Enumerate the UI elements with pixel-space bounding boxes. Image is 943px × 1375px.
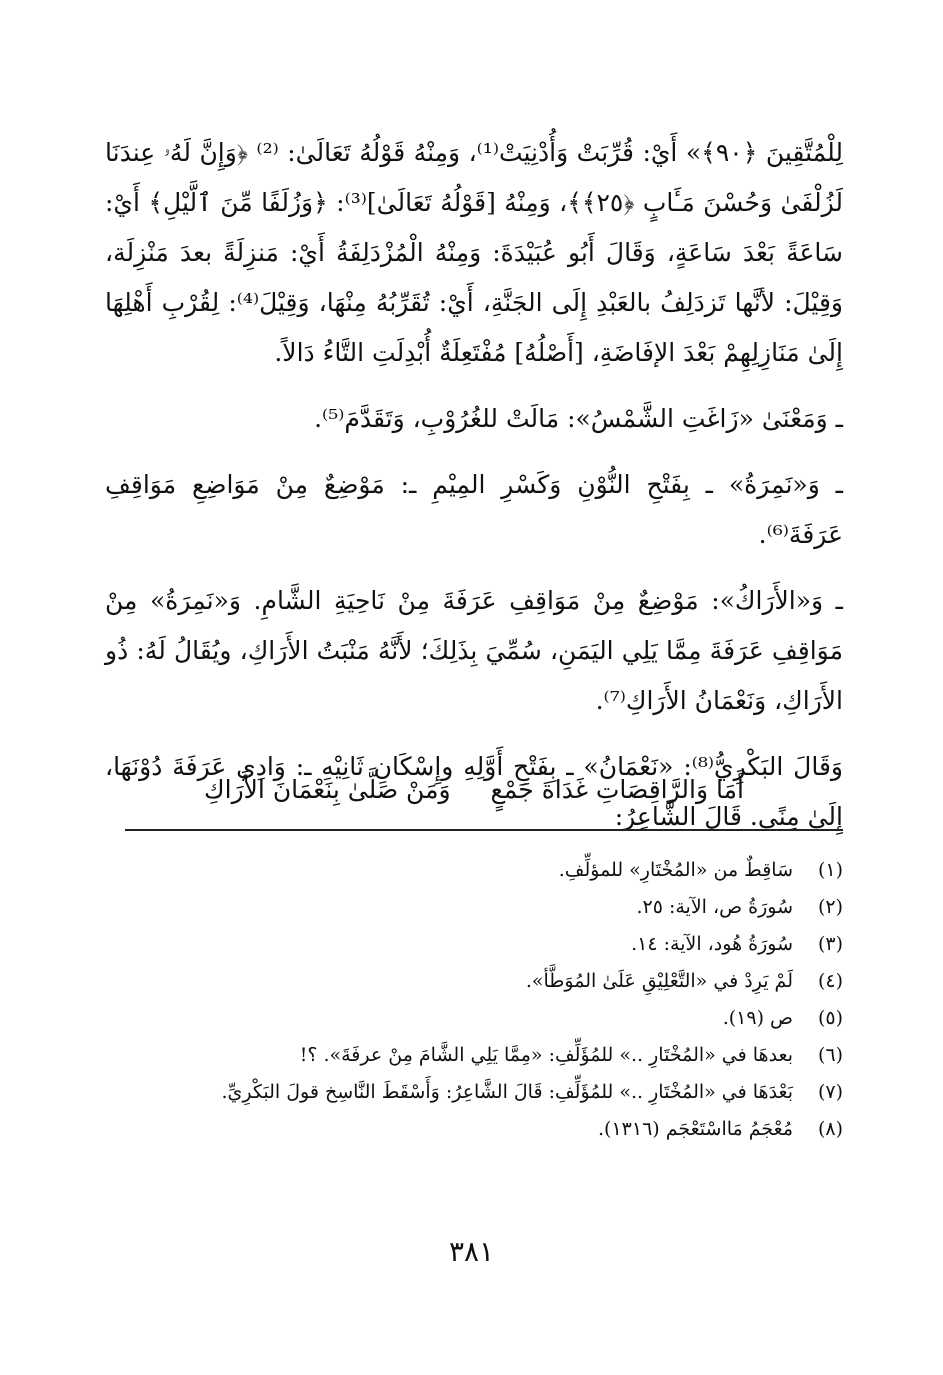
paragraph-zaghat: ـ وَمَعْنَىٰ «زَاغَتِ الشَّمْسُ»: مَالَتْ للغُرُوْبِ، وَتَقَدَّمَ⁽⁵⁾. [314, 404, 843, 433]
footnote [105, 852, 843, 889]
footnote-text: ص (١٩). [722, 1007, 793, 1029]
footnote-number: (٨) [817, 1118, 843, 1140]
footnote-number: (٣) [817, 933, 843, 955]
footnote-number: (٦) [817, 1044, 843, 1066]
main-text [105, 128, 843, 842]
poem-verse [105, 770, 843, 810]
footnote-number: (١) [817, 859, 843, 881]
footnote-number: (٥) [817, 1007, 843, 1029]
footnote-text: سُورَةُ ص، الآية: ٢٥. [636, 896, 793, 918]
paragraph-namira: ـ وَ«نَمِرَةُ» ـ بِفَتْحِ النُّوْنِ وَكَسْرِ المِيْمِ ـ: مَوْضِعٌ مِنْ مَوَاضِعِ مَوَاقِفِ عَرَفَةَ⁽⁶⁾. [105, 470, 843, 549]
footnote-number: (٤) [817, 970, 843, 992]
paragraph-arak: ـ وَ«الأَرَاكُ»: مَوْضِعٌ مِنْ مَوَاقِفِ عَرَفَةَ مِنْ نَاحِيَةِ الشَّامِ. وَ«نَمِرَةُ» مِنْ مَوَاقِفِ عَرَفَةَ مِمَّا يَلِي اليَمَنِ، سُمِّيَ بِذَلِكَ؛ لأَنَّهُ مَنْبَتُ الأَرَاكِ، ويُقَالُ لَهُ: ذُو الأَرَاكِ، وَنَعْمَانُ الأَرَاكِ⁽⁷⁾. [105, 586, 843, 715]
footnotes [105, 852, 843, 1148]
footnote [105, 963, 843, 1000]
footnote-text: مُعْجَمُ مَااسْتَعْجَم (١٣١٦). [598, 1118, 793, 1140]
page-number: ٣٨١ [448, 1235, 495, 1268]
footnote [105, 1000, 843, 1037]
footnote-separator [125, 829, 843, 831]
footnote-text: بَعْدَهَا في «المُخْتَارِ ..» للمُؤَلِّفِ: قَالَ الشَّاعِرُ: وَأَسْقَطَ النَّاسِخ قولَ البَكْرِيِّ. [221, 1081, 793, 1103]
paragraph-bakri: وَقَالَ البَكْرِيُّ⁽⁸⁾: «نَعْمَانُ» ـ بِفَتْحِ أَوَّلِهِ وإِسْكَانِ ثَانِيْهِ ـ: وَادِي عَرَفَةَ دُوْنَهَا، إِلَىٰ مِنًى. قَالَ الشَّاعِرُ: [105, 752, 843, 831]
footnote [105, 1037, 843, 1074]
footnote [105, 1111, 843, 1148]
footnote [105, 1074, 843, 1111]
footnote-text: لَمْ يَرِدْ في «التَّعْلِيْقِ عَلَىٰ المُوَطَّأ». [525, 970, 793, 992]
paragraph-zulfa: لِلْمُتَّقِينَ ﴿٩٠﴾» أَيْ: قُرِّبَتْ وَأُدْنِيَتْ⁽¹⁾، وَمِنْهُ قَوْلُهُ تَعَالَىٰ: ⁽²⁾ ﴿وَإِنَّ لَهُۥ عِندَنَا لَزُلْفَىٰ وَحُسْنَ مَـَٔابٍ ﴿٢٥﴾﴾، وَمِنْهُ [قَوْلُهُ تَعَالَىٰ]⁽³⁾: ﴿وَزُلَفًا مِّنَ ٱلَّيْلِ﴾ أَيْ: سَاعَةً بَعْدَ سَاعَةٍ، وَقَالَ أَبُو عُبَيْدَةَ: وَمِنْهُ الْمُزْدَلِفَةُ أَيْ: مَنزِلَةً بعدَ مَنْزِلَة، وَقِيْلَ: لأنَّها تَزدَلِفُ بالعَبْدِ إِلَى الجَنَّةِ، أَيْ: تُقَرِّبُهُ مِنْهَا، وَقِيْلَ⁽⁴⁾: لِقُرْبِ أَهْلِهَا إِلَىٰ مَنَازِلِهِمْ بَعْدَ الإفَاضَةِ، [أَصْلُهُ] مُفْتَعِلَةٌ أُبْدِلَتِ التَّاءُ دَالاً. [105, 138, 843, 367]
footnote-text: سَاقِطٌ من «المُخْتَارِ» للمؤلِّفِ. [558, 859, 793, 881]
footnote [105, 889, 843, 926]
poem-second-hemistich: وَمَنْ صَلَّىٰ بِنَعْمَانَ الأَرَاكِ [204, 775, 451, 804]
poem-first-hemistich: أَمَا وَالرَّاقِصَاتِ غَدَاةَ جَمْعٍ [490, 775, 744, 804]
footnote [105, 926, 843, 963]
footnote-text: سُورَةُ هُود، الآية: ١٤. [631, 933, 793, 955]
footnote-text: بعدهَا في «المُخْتَارِ ..» للمُؤَلِّفِ: «مِمَّا يَلِي الشَّامَ مِنْ عرفَةَ». ؟! [299, 1044, 793, 1066]
footnote-number: (٢) [817, 896, 843, 918]
footnote-number: (٧) [817, 1081, 843, 1103]
